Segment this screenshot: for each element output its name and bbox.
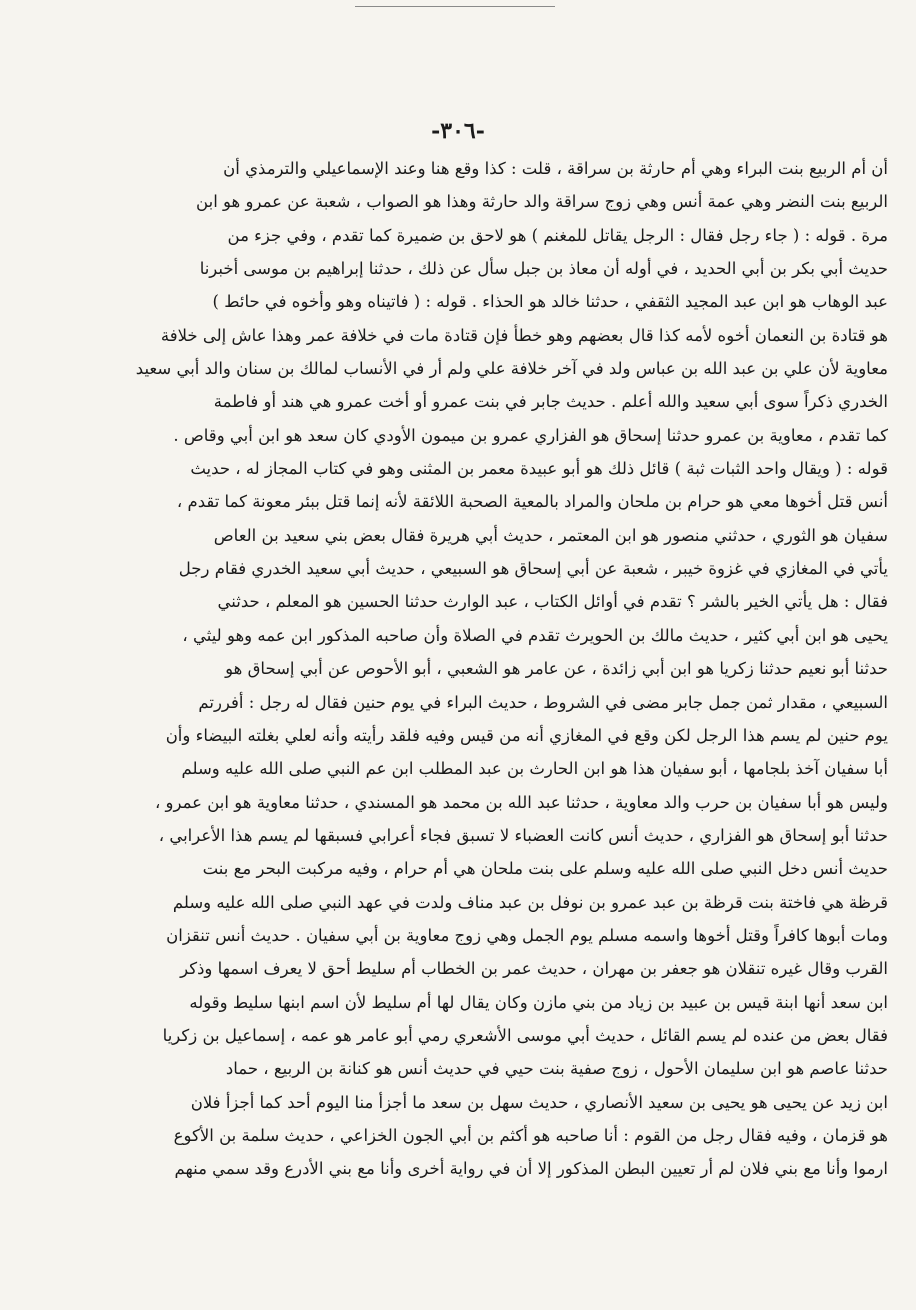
text-line: حديث أبي بكر بن أبي الحديد ، في أوله أن معاذ بن جبل سأل عن ذلك ، حدثنا إبراهيم بن موسى أخبرنا: [199, 259, 888, 279]
text-line: القرب وقال غيره تنقلان هو جعفر بن مهران ، حديث عمر بن الخطاب أم سليط أحق لا يعرف اسمها وذكر: [180, 959, 888, 979]
page-number: -٣٠٦-: [431, 118, 485, 144]
text-line: هو قتادة بن النعمان أخوه لأمه كذا قال بعضهم وهو خطأ فإن قتادة مات في خلافة عمر وهذا عاش إلى خلافة: [160, 325, 888, 345]
text-line: سفيان هو الثوري ، حدثني منصور هو ابن المعتمر ، حديث أبي هريرة فقال بعض بني سعيد بن العاص: [213, 525, 888, 545]
text-line: ارموا وأنا مع بني فلان لم أر تعيين البطن المذكور إلا أن في رواية أخرى وأنا مع بني الأدرع وقد سمي منهم: [174, 1159, 888, 1179]
text-line: قوله : ( ويقال واحد الثبات ثبة ) قائل ذلك هو أبو عبيدة معمر بن المثنى وهو في كتاب المجاز له ، حديث: [190, 459, 888, 479]
text-line: كما تقدم ، معاوية بن عمرو حدثنا إسحاق هو الفزاري عمرو بن ميمون الأودي كان سعد هو ابن أبي وقاص .: [173, 425, 888, 445]
text-line: السبيعي ، مقدار ثمن جمل جابر مضى في الشروط ، حديث البراء في يوم حنين فقال له رجل : أفررتم: [198, 692, 888, 712]
text-line: أبا سفيان آخذ بلجامها ، أبو سفيان هذا هو ابن الحارث بن عبد المطلب ابن عم النبي صلى الله عليه وسلم: [181, 759, 888, 779]
text-line: حدثنا أبو نعيم حدثنا زكريا هو ابن أبي زائدة ، عن عامر هو الشعبي ، أبو الأحوص عن أبي إسحاق هو: [225, 659, 888, 679]
text-line: يحيى هو ابن أبي كثير ، حديث مالك بن الحويرث تقدم في الصلاة وأن صاحبه المذكور ابن عمه وهو ليثي ،: [182, 625, 888, 645]
text-line: ابن زيد عن يحيى هو يحيى بن سعيد الأنصاري ، حديث سهل بن سعد ما أجزأ منا اليوم أحد كما أجزأ فلان: [190, 1092, 888, 1112]
text-line: يوم حنين لم يسم هذا الرجل لكن وقع في المغازي أنه من قيس وفيه فلقد رأيته وأنه لعلي بغلته البيضاء وأن: [165, 725, 888, 745]
text-line: ومات أبوها كافراً وقتل أخوها واسمه مسلم يوم الجمل وهي زوج معاوية بن أبي سفيان . حديث أنس تنقزان: [166, 925, 888, 945]
text-line: الخدري ذكراً سوى أبي سعيد والله أعلم . حديث جابر في بنت عمرو أو أخت عمرو هي هند أو فاطمة: [213, 392, 888, 412]
text-line: الربيع بنت النضر وهي عمة أنس وهي زوج سراقة والد حارثة وهذا هو الصواب ، شعبة عن عمرو هو ابن: [196, 192, 888, 212]
text-line: وليس هو أبا سفيان بن حرب والد معاوية ، حدثنا عبد الله بن محمد هو المسندي ، حدثنا معاوية هو ابن عمرو ،: [154, 792, 888, 812]
text-line: قرظة هي فاختة بنت قرظة بن عبد عمرو بن نوفل بن عبد مناف ولدت في عهد النبي صلى الله عليه وسلم: [172, 892, 888, 912]
text-line: معاوية لأن علي بن عبد الله بن عباس ولد في آخر خلافة علي ولم أر في الأنساب لمالك بن سنان والد أبي سعيد: [135, 359, 888, 379]
text-line: فقال : هل يأتي الخير بالشر ؟ تقدم في أوائل الكتاب ، عبد الوارث حدثنا الحسين هو المعلم ، حدثني: [217, 592, 888, 612]
text-line: ابن سعد أنها ابنة قيس بن عبيد بن زياد من بني مازن وكان يقال لها أم سليط لأن اسم ابنها سليط وقوله: [189, 992, 888, 1012]
text-line: هو قزمان ، وفيه فقال رجل من القوم : أنا صاحبه هو أكثم بن أبي الجون الخزاعي ، حديث سلمة بن الأكوع: [173, 1125, 888, 1145]
text-line: أنس قتل أخوها معي هو حرام بن ملحان والمراد بالمعية الصحبة اللائقة لأنه إنما قتل ببئر معونة كما تقدم ،: [176, 492, 888, 512]
text-line: فقال بعض من عنده لم يسم القائل ، حديث أبي موسى الأشعري رمي أبو عامر هو عمه ، إسماعيل بن زكريا: [162, 1025, 888, 1045]
text-line: حدثنا أبو إسحاق هو الفزاري ، حديث أنس كانت العضباء لا تسبق فجاء أعرابي فسبقها لم يسم هذا الأعرابي ،: [158, 825, 888, 845]
page-body: [70, 152, 888, 1186]
top-rule: [355, 6, 555, 7]
text-line: عبد الوهاب هو ابن عبد المجيد الثقفي ، حدثنا خالد هو الحذاء . قوله : ( فاتيناه وهو وأخوه في حائط ): [212, 292, 888, 312]
text-line: حدثنا عاصم هو ابن سليمان الأحول ، زوج صفية بنت حيي في حديث أنس هو كنانة بن الربيع ، حماد: [225, 1059, 888, 1079]
text-line: مرة . قوله : ( جاء رجل فقال : الرجل يقاتل للمغنم ) هو لاحق بن ضميرة كما تقدم ، وفي جزء من: [227, 225, 888, 245]
text-line: يأتي في المغازي في غزوة خيبر ، شعبة عن أبي إسحاق هو السبيعي ، حديث أبي سعيد الخدري فقام رجل: [178, 559, 888, 579]
text-line: أن أم الربيع بنت البراء وهي أم حارثة بن سراقة ، قلت : كذا وقع هنا وعند الإسماعيلي والترمذي أن: [223, 159, 888, 178]
text-line: حديث أنس دخل النبي صلى الله عليه وسلم على بنت ملحان هي أم حرام ، وفيه مركبت البحر مع بنت: [202, 859, 888, 879]
